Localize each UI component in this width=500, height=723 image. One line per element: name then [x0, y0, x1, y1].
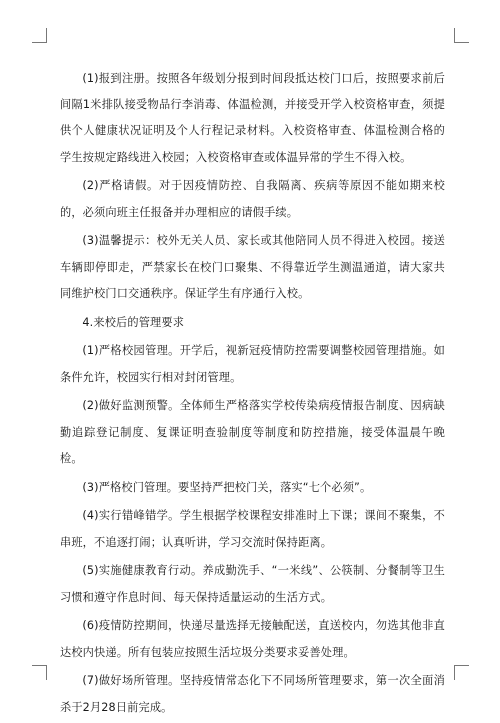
crop-mark-bottom-right: [454, 665, 469, 680]
paragraph-reminder: (3)温馨提示：校外无关人员、家长或其他陪同人员不得进入校园。接送车辆即停即走，严禁家长在校门口聚集、不得靠近学生测温通道，请大家共同维护校门口交通秩序。保证学生有序通行入校。: [60, 234, 445, 300]
paragraph-gate-management: (3)严格校门管理。要坚持严把校门关，落实“七个必须”。: [82, 480, 372, 494]
section-heading: 4.来校后的管理要求: [82, 315, 185, 329]
crop-mark-top-left: [32, 28, 47, 43]
paragraph-delivery: (6)疫情防控期间，快递尽量选择无接触配送，直送校内，勿选其他非直达校内快递。所有包装应按照生活垃圾分类要求妥善处理。: [60, 619, 445, 659]
paragraph-registration: (1)报到注册。按照各年级划分报到时间段抵达校门口后，按照要求前后间隔1米排队接受物品行李消毒、体温检测，并接受开学入校资格审查，须提供个人健康状况证明及个人行程记录材料。入校资格审查、体温检测合格的学生按规定路线进入校园；入校资格审查或体温异常的学生不得入校。: [60, 72, 445, 164]
crop-mark-bottom-left: [32, 665, 47, 680]
paragraph-health-education: (5)实施健康教育行动。养成勤洗手、“一米线”、公筷制、分餐制等卫生习惯和遵守作息时间、每天保持适量运动的生活方式。: [60, 564, 445, 604]
paragraph-leave-request: (2)严格请假。对于因疫情防控、自我隔离、疾病等原因不能如期来校的，必须向班主任报备并办理相应的请假手续。: [60, 179, 445, 219]
paragraph-campus-management: (1)严格校园管理。开学后，视新冠疫情防控需要调整校园管理措施。如条件允许，校园实行相对封闭管理。: [60, 344, 445, 384]
paragraph-monitoring: (2)做好监测预警。全体师生严格落实学校传染病疫情报告制度、因病缺勤追踪登记制度、复课证明查验制度等制度和防控措施，接受体温晨午晚检。: [60, 399, 445, 465]
document-body: [60, 66, 445, 723]
paragraph-venue-management: (7)做好场所管理。坚持疫情常态化下不同场所管理要求，第一次全面消杀于2月28日前完成。: [60, 674, 445, 714]
paragraph-staggered-schedule: (4)实行错峰错学。学生根据学校课程安排准时上下课；课间不聚集，不串班，不追逐打闹；认真听讲，学习交流时保持距离。: [60, 509, 445, 549]
crop-mark-top-right: [454, 28, 469, 43]
